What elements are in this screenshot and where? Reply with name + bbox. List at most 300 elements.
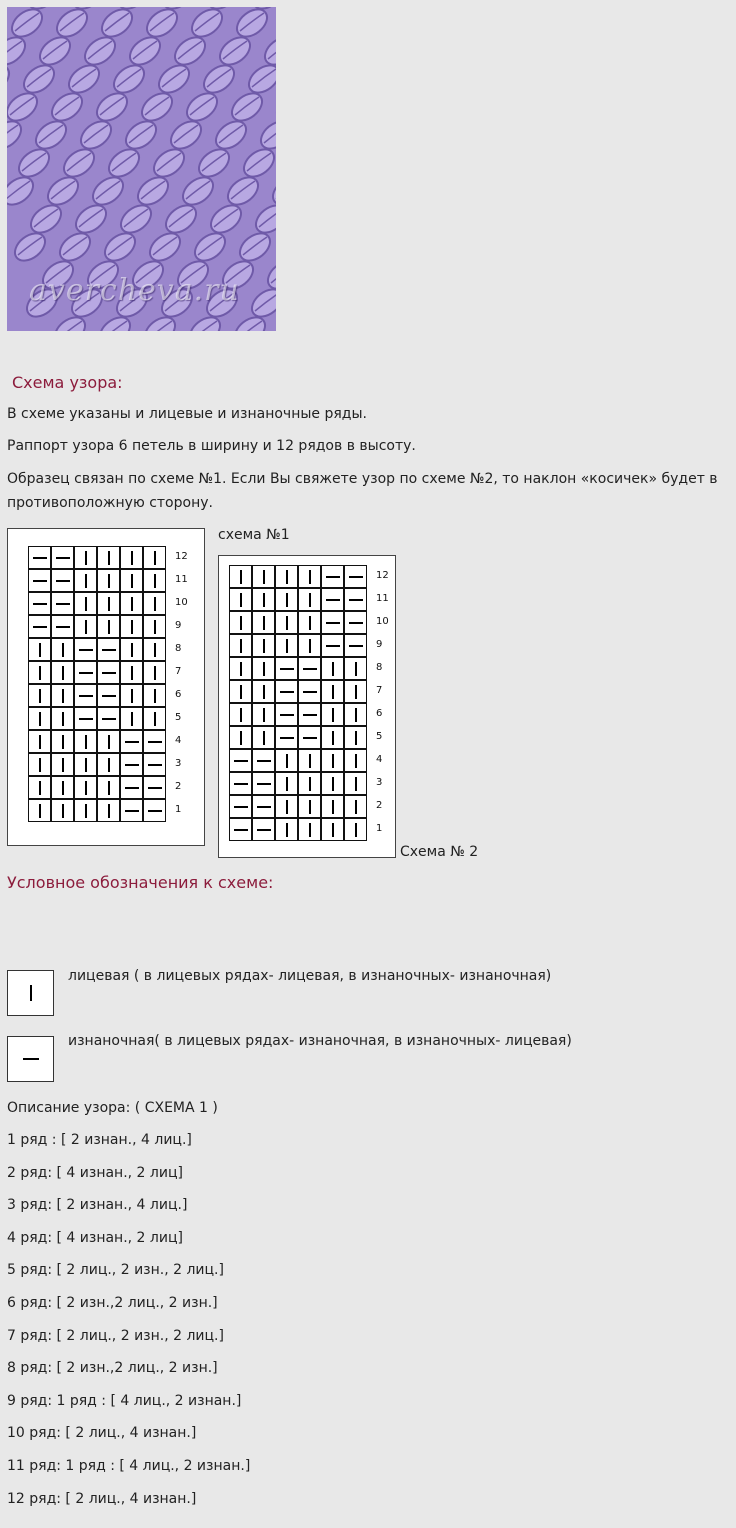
chart-1-cell-purl: [143, 776, 166, 799]
chart-2-cell-purl: [252, 795, 275, 818]
chart-2-cell-knit: [298, 749, 321, 772]
knit-stitch-icon: [263, 639, 265, 653]
purl-stitch-icon: [326, 599, 340, 601]
knit-stitch-icon: [263, 616, 265, 630]
chart-1-cell-knit: [74, 615, 97, 638]
description-row: 11 ряд: 1 ряд : [ 4 лиц., 2 изнан.]: [7, 1458, 251, 1474]
knit-stitch-icon: [39, 712, 41, 726]
knit-stitch-icon: [332, 777, 334, 791]
chart-2-row-number: 2: [376, 799, 383, 811]
knit-stitch-icon: [332, 754, 334, 768]
chart-2-cell-purl: [275, 680, 298, 703]
chart-1-row-number: 8: [175, 642, 182, 654]
chart-1-cell-knit: [120, 546, 143, 569]
chart-2-cell-purl: [344, 565, 367, 588]
chart-1-cell-knit: [74, 730, 97, 753]
knit-stitch-icon: [108, 551, 110, 565]
chart-1-cell-knit: [97, 776, 120, 799]
knitted-swatch-photo: [7, 7, 276, 331]
chart-2-cell-purl: [275, 726, 298, 749]
purl-stitch-icon: [257, 760, 271, 762]
chart-1-row-number: 10: [175, 596, 188, 608]
chart-1-row-number: 12: [175, 550, 188, 562]
chart-1-cell-knit: [120, 615, 143, 638]
knit-stitch-icon: [240, 616, 242, 630]
purl-stitch-icon: [257, 806, 271, 808]
purl-stitch-icon: [349, 599, 363, 601]
chart-1-cell-purl: [97, 661, 120, 684]
knit-stitch-icon: [286, 593, 288, 607]
knit-stitch-icon: [355, 754, 357, 768]
chart-1-cell-knit: [120, 569, 143, 592]
knit-stitch-icon: [85, 597, 87, 611]
scheme-heading: Схема узора:: [12, 373, 123, 392]
knit-stitch-icon: [286, 639, 288, 653]
purl-stitch-icon: [125, 787, 139, 789]
chart-2-cell-purl: [321, 634, 344, 657]
chart-1-cell-knit: [51, 661, 74, 684]
chart-2-cell-knit: [321, 726, 344, 749]
chart-1-cell-purl: [28, 546, 51, 569]
chart-2-cell-purl: [229, 749, 252, 772]
chart-2-cell-knit: [275, 634, 298, 657]
chart-2-cell-knit: [298, 772, 321, 795]
description-row: 12 ряд: [ 2 лиц., 4 изнан.]: [7, 1490, 197, 1507]
knit-stitch-icon: [85, 804, 87, 818]
purl-stitch-icon: [303, 737, 317, 739]
chart-2-cell-knit: [321, 795, 344, 818]
chart-1-cell-knit: [51, 638, 74, 661]
chart-1-cell-knit: [74, 592, 97, 615]
knit-symbol-box: [7, 970, 54, 1016]
paragraph-1: В схеме указаны и лицевые и изнаночные ряды.: [7, 406, 367, 422]
purl-stitch-icon: [56, 557, 70, 559]
chart-2-row-number: 1: [376, 822, 383, 834]
chart-1-row-number: 1: [175, 803, 182, 815]
knit-stitch-icon: [240, 593, 242, 607]
chart-2-cell-knit: [275, 772, 298, 795]
description-title: Описание узора: ( СХЕМА 1 ): [7, 1100, 218, 1116]
chart-1-cell-knit: [143, 661, 166, 684]
chart-1-cell-knit: [74, 569, 97, 592]
chart-1-caption: схема №1: [218, 527, 290, 543]
knit-stitch-icon: [62, 666, 64, 680]
chart-1-cell-knit: [28, 684, 51, 707]
knit-stitch-icon: [108, 781, 110, 795]
chart-1-cell-purl: [120, 799, 143, 822]
purl-stitch-icon: [234, 760, 248, 762]
purl-stitch-icon: [102, 718, 116, 720]
chart-2-cell-knit: [275, 818, 298, 841]
knit-stitch-icon: [355, 823, 357, 837]
chart-1-cell-purl: [120, 730, 143, 753]
chart-2-cell-purl: [229, 818, 252, 841]
purl-stitch-icon: [234, 783, 248, 785]
chart-1-cell-purl: [51, 615, 74, 638]
description-row: 3 ряд: [ 2 изнан., 4 лиц.]: [7, 1197, 188, 1214]
knit-stitch-icon: [154, 574, 156, 588]
chart-1-cell-knit: [51, 799, 74, 822]
purl-stitch-icon: [257, 783, 271, 785]
chart-1-cell-purl: [97, 684, 120, 707]
knit-stitch-icon: [62, 643, 64, 657]
chart-2-caption: Схема № 2: [400, 844, 479, 860]
chart-1-cell-purl: [51, 546, 74, 569]
legend-knit-text: лицевая ( в лицевых рядах- лицевая, в изнаночных- изнаночная): [68, 968, 552, 984]
knit-stitch-icon: [39, 758, 41, 772]
chart-2-cell-knit: [275, 611, 298, 634]
chart-2-cell-knit: [229, 634, 252, 657]
chart-1-cell-knit: [74, 776, 97, 799]
purl-stitch-icon: [280, 691, 294, 693]
knit-stitch-icon: [355, 777, 357, 791]
chart-1-cell-knit: [143, 638, 166, 661]
chart-1-cell-knit: [97, 753, 120, 776]
knit-stitch-icon: [286, 777, 288, 791]
knit-stitch-icon: [62, 689, 64, 703]
knit-stitch-icon: [85, 781, 87, 795]
purl-stitch-icon: [280, 714, 294, 716]
knit-stitch-icon: [39, 643, 41, 657]
chart-2-cell-purl: [252, 772, 275, 795]
chart-2-row-number: 12: [376, 569, 389, 581]
knit-stitch-icon: [263, 593, 265, 607]
knit-stitch-icon: [240, 662, 242, 676]
chart-1-cell-knit: [143, 569, 166, 592]
chart-2-cell-purl: [229, 795, 252, 818]
chart-1-cell-purl: [120, 753, 143, 776]
knit-stitch-icon: [62, 735, 64, 749]
knit-stitch-icon: [332, 685, 334, 699]
chart-2-cell-knit: [298, 588, 321, 611]
chart-2-cell-knit: [229, 726, 252, 749]
purl-stitch-icon: [326, 645, 340, 647]
chart-2-cell-knit: [252, 611, 275, 634]
chart-2-cell-knit: [321, 657, 344, 680]
chart-2-cell-knit: [344, 818, 367, 841]
knit-stitch-icon: [154, 643, 156, 657]
chart-1-cell-knit: [97, 569, 120, 592]
watermark: avercheva.ru: [29, 273, 240, 308]
purl-stitch-icon: [349, 645, 363, 647]
chart-2-cell-knit: [252, 726, 275, 749]
purl-stitch-icon: [56, 626, 70, 628]
chart-2-cell-knit: [321, 772, 344, 795]
purl-stitch-icon: [280, 668, 294, 670]
chart-1-cell-knit: [97, 592, 120, 615]
chart-2-cell-purl: [298, 657, 321, 680]
knit-stitch-icon: [131, 574, 133, 588]
chart-2-cell-knit: [252, 657, 275, 680]
knit-stitch-icon: [355, 685, 357, 699]
knit-stitch-icon: [154, 620, 156, 634]
chart-2-cell-knit: [252, 703, 275, 726]
description-row: 10 ряд: [ 2 лиц., 4 изнан.]: [7, 1425, 197, 1442]
purl-stitch-icon: [303, 691, 317, 693]
knit-stitch-icon: [85, 574, 87, 588]
chart-1-cell-knit: [28, 776, 51, 799]
knit-stitch-icon: [309, 800, 311, 814]
knit-stitch-icon: [108, 620, 110, 634]
chart-1-cell-purl: [74, 707, 97, 730]
knit-stitch-icon: [309, 823, 311, 837]
knit-stitch-icon: [332, 823, 334, 837]
chart-2-row-number: 7: [376, 684, 383, 696]
chart-2-cell-knit: [229, 657, 252, 680]
knit-stitch-icon: [309, 777, 311, 791]
chart-1-row-number: 9: [175, 619, 182, 631]
knit-stitch-icon: [39, 735, 41, 749]
knit-stitch-icon: [39, 689, 41, 703]
chart-1-cell-knit: [74, 546, 97, 569]
chart-2-cell-knit: [298, 634, 321, 657]
chart-1-cell-knit: [28, 730, 51, 753]
knit-stitch-icon: [309, 570, 311, 584]
knit-stitch-icon: [355, 708, 357, 722]
description-row: 8 ряд: [ 2 изн.,2 лиц., 2 изн.]: [7, 1360, 218, 1377]
chart-1-cell-knit: [143, 546, 166, 569]
chart-1-cell-purl: [74, 638, 97, 661]
knit-stitch-icon: [131, 643, 133, 657]
chart-1-cell-knit: [28, 638, 51, 661]
chart-2-cell-purl: [252, 818, 275, 841]
chart-2-cell-knit: [298, 795, 321, 818]
chart-1-cell-purl: [28, 615, 51, 638]
knit-stitch-icon: [240, 639, 242, 653]
knit-stitch-icon: [131, 666, 133, 680]
purl-stitch-icon: [33, 580, 47, 582]
knit-stitch-icon: [355, 662, 357, 676]
chart-1-cell-purl: [97, 638, 120, 661]
chart-1-cell-knit: [74, 799, 97, 822]
chart-2-cell-knit: [252, 588, 275, 611]
chart-1-cell-purl: [143, 730, 166, 753]
knit-stitch-icon: [263, 570, 265, 584]
chart-1-cell-knit: [97, 799, 120, 822]
chart-1-cell-knit: [120, 638, 143, 661]
description-row: 1 ряд : [ 2 изнан., 4 лиц.]: [7, 1132, 192, 1148]
chart-1-cell-knit: [28, 707, 51, 730]
knit-stitch-icon: [85, 620, 87, 634]
knit-stitch-icon: [286, 616, 288, 630]
chart-2-cell-purl: [344, 588, 367, 611]
chart-1-cell-knit: [143, 615, 166, 638]
purl-stitch-icon: [56, 603, 70, 605]
knit-stitch-icon: [154, 689, 156, 703]
chart-2-cell-purl: [275, 657, 298, 680]
purl-stitch-icon: [349, 622, 363, 624]
chart-2-cell-knit: [298, 611, 321, 634]
knit-stitch-icon: [62, 712, 64, 726]
chart-1-cell-purl: [28, 569, 51, 592]
chart-2-cell-knit: [321, 680, 344, 703]
purl-stitch-icon: [102, 672, 116, 674]
knit-stitch-icon: [263, 685, 265, 699]
chart-2-cell-knit: [275, 588, 298, 611]
chart-1-cell-knit: [143, 684, 166, 707]
knit-stitch-icon: [263, 731, 265, 745]
chart-2-row-number: 4: [376, 753, 383, 765]
description-row: 5 ряд: [ 2 лиц., 2 изн., 2 лиц.]: [7, 1262, 224, 1279]
chart-2-cell-knit: [344, 657, 367, 680]
chart-1-cell-knit: [51, 707, 74, 730]
chart-1-cell-knit: [51, 684, 74, 707]
chart-2-cell-knit: [229, 703, 252, 726]
knit-stitch-icon: [39, 804, 41, 818]
chart-1-cell-knit: [143, 707, 166, 730]
purl-stitch-icon: [303, 668, 317, 670]
knit-stitch-icon: [85, 735, 87, 749]
knit-stitch-icon: [286, 754, 288, 768]
purl-stitch-icon: [148, 741, 162, 743]
paragraph-3: Образец связан по схеме №1. Если Вы свяжете узор по схеме №2, то наклон «косичек» будет в противоположную сторону.: [7, 471, 718, 511]
chart-2-cell-knit: [252, 634, 275, 657]
purl-stitch-icon: [148, 764, 162, 766]
description-row: 4 ряд: [ 4 изнан., 2 лиц]: [7, 1229, 183, 1246]
chart-1-cell-knit: [28, 799, 51, 822]
chart-1-row-number: 11: [175, 573, 188, 585]
chart-2-cell-knit: [229, 611, 252, 634]
legend-heading: Условное обозначения к схеме:: [7, 873, 274, 892]
purl-stitch-icon: [79, 718, 93, 720]
chart-2-cell-purl: [229, 772, 252, 795]
chart-2-row-number: 10: [376, 615, 389, 627]
chart-1-cell-knit: [120, 684, 143, 707]
paragraph-2: Раппорт узора 6 петель в ширину и 12 рядов в высоту.: [7, 438, 416, 454]
purl-stitch-icon: [125, 764, 139, 766]
chart-1-cell-knit: [28, 753, 51, 776]
purl-stitch-icon: [326, 622, 340, 624]
knit-stitch-icon: [154, 551, 156, 565]
knit-stitch-icon: [355, 731, 357, 745]
description-row: 9 ряд: 1 ряд : [ 4 лиц., 2 изнан.]: [7, 1392, 242, 1409]
purl-symbol-box: [7, 1036, 54, 1082]
purl-stitch-icon: [280, 737, 294, 739]
chart-1-cell-knit: [51, 730, 74, 753]
purl-stitch-icon: [234, 829, 248, 831]
knit-stitch-icon: [154, 666, 156, 680]
chart-2-cell-knit: [344, 795, 367, 818]
description-row: 2 ряд: [ 4 изнан., 2 лиц]: [7, 1164, 183, 1181]
chart-2-cell-knit: [321, 749, 344, 772]
description-row: 7 ряд: [ 2 лиц., 2 изн., 2 лиц.]: [7, 1327, 224, 1344]
chart-2-row-number: 5: [376, 730, 383, 742]
knit-stitch-icon: [154, 597, 156, 611]
chart-2-cell-purl: [344, 611, 367, 634]
knit-stitch-icon: [131, 551, 133, 565]
chart-1-cell-knit: [74, 753, 97, 776]
knit-stitch-icon: [309, 616, 311, 630]
purl-stitch-icon: [33, 626, 47, 628]
chart-2-row-number: 11: [376, 592, 389, 604]
knit-stitch-icon: [30, 985, 32, 1001]
chart-2-cell-knit: [298, 565, 321, 588]
chart-1-cell-purl: [143, 753, 166, 776]
knit-stitch-icon: [131, 689, 133, 703]
purl-stitch-icon: [125, 741, 139, 743]
knit-stitch-icon: [309, 593, 311, 607]
purl-stitch-icon: [23, 1058, 39, 1060]
chart-2-row-number: 3: [376, 776, 383, 788]
knit-stitch-icon: [108, 574, 110, 588]
chart-1-cell-knit: [28, 661, 51, 684]
chart-2-cell-knit: [344, 703, 367, 726]
chart-1-cell-knit: [143, 592, 166, 615]
chart-2-row-number: 9: [376, 638, 383, 650]
purl-stitch-icon: [148, 810, 162, 812]
chart-1-row-number: 6: [175, 688, 182, 700]
chart-2-cell-purl: [275, 703, 298, 726]
knit-stitch-icon: [309, 754, 311, 768]
chart-2-cell-knit: [229, 565, 252, 588]
knit-stitch-icon: [332, 662, 334, 676]
chart-2-cell-knit: [344, 772, 367, 795]
purl-stitch-icon: [257, 829, 271, 831]
chart-2-cell-knit: [252, 680, 275, 703]
chart-1-cell-knit: [97, 546, 120, 569]
purl-stitch-icon: [234, 806, 248, 808]
knit-stitch-icon: [131, 597, 133, 611]
chart-2-cell-purl: [321, 611, 344, 634]
chart-2-cell-purl: [321, 588, 344, 611]
chart-2-cell-knit: [298, 818, 321, 841]
knit-stitch-icon: [263, 662, 265, 676]
purl-stitch-icon: [125, 810, 139, 812]
chart-2-cell-knit: [344, 726, 367, 749]
chart-1-cell-purl: [28, 592, 51, 615]
knit-stitch-icon: [240, 708, 242, 722]
description-row: 6 ряд: [ 2 изн.,2 лиц., 2 изн.]: [7, 1295, 218, 1311]
knit-stitch-icon: [85, 758, 87, 772]
knit-stitch-icon: [85, 551, 87, 565]
chart-1-cell-knit: [51, 776, 74, 799]
chart-2-cell-purl: [321, 565, 344, 588]
knit-stitch-icon: [131, 712, 133, 726]
knit-stitch-icon: [263, 708, 265, 722]
chart-1-row-number: 3: [175, 757, 182, 769]
chart-2-cell-purl: [344, 634, 367, 657]
knit-stitch-icon: [332, 708, 334, 722]
chart-1-cell-knit: [120, 661, 143, 684]
knit-stitch-icon: [286, 570, 288, 584]
chart-1-cell-knit: [120, 592, 143, 615]
purl-stitch-icon: [148, 787, 162, 789]
chart-2-cell-knit: [252, 565, 275, 588]
chart-1-cell-knit: [51, 753, 74, 776]
chart-2-cell-knit: [321, 818, 344, 841]
purl-stitch-icon: [79, 695, 93, 697]
purl-stitch-icon: [79, 649, 93, 651]
knit-stitch-icon: [332, 800, 334, 814]
knit-stitch-icon: [108, 804, 110, 818]
chart-2-cell-knit: [229, 680, 252, 703]
knit-stitch-icon: [108, 597, 110, 611]
knit-stitch-icon: [286, 800, 288, 814]
purl-stitch-icon: [303, 714, 317, 716]
knit-stitch-icon: [131, 620, 133, 634]
chart-1-cell-purl: [51, 592, 74, 615]
chart-1-row-number: 2: [175, 780, 182, 792]
knit-stitch-icon: [62, 804, 64, 818]
knit-stitch-icon: [62, 781, 64, 795]
knit-stitch-icon: [286, 823, 288, 837]
chart-1-row-number: 4: [175, 734, 182, 746]
chart-1-cell-knit: [120, 707, 143, 730]
chart-2-cell-purl: [298, 680, 321, 703]
chart-1-cell-purl: [51, 569, 74, 592]
chart-1-cell-purl: [143, 799, 166, 822]
purl-stitch-icon: [33, 603, 47, 605]
